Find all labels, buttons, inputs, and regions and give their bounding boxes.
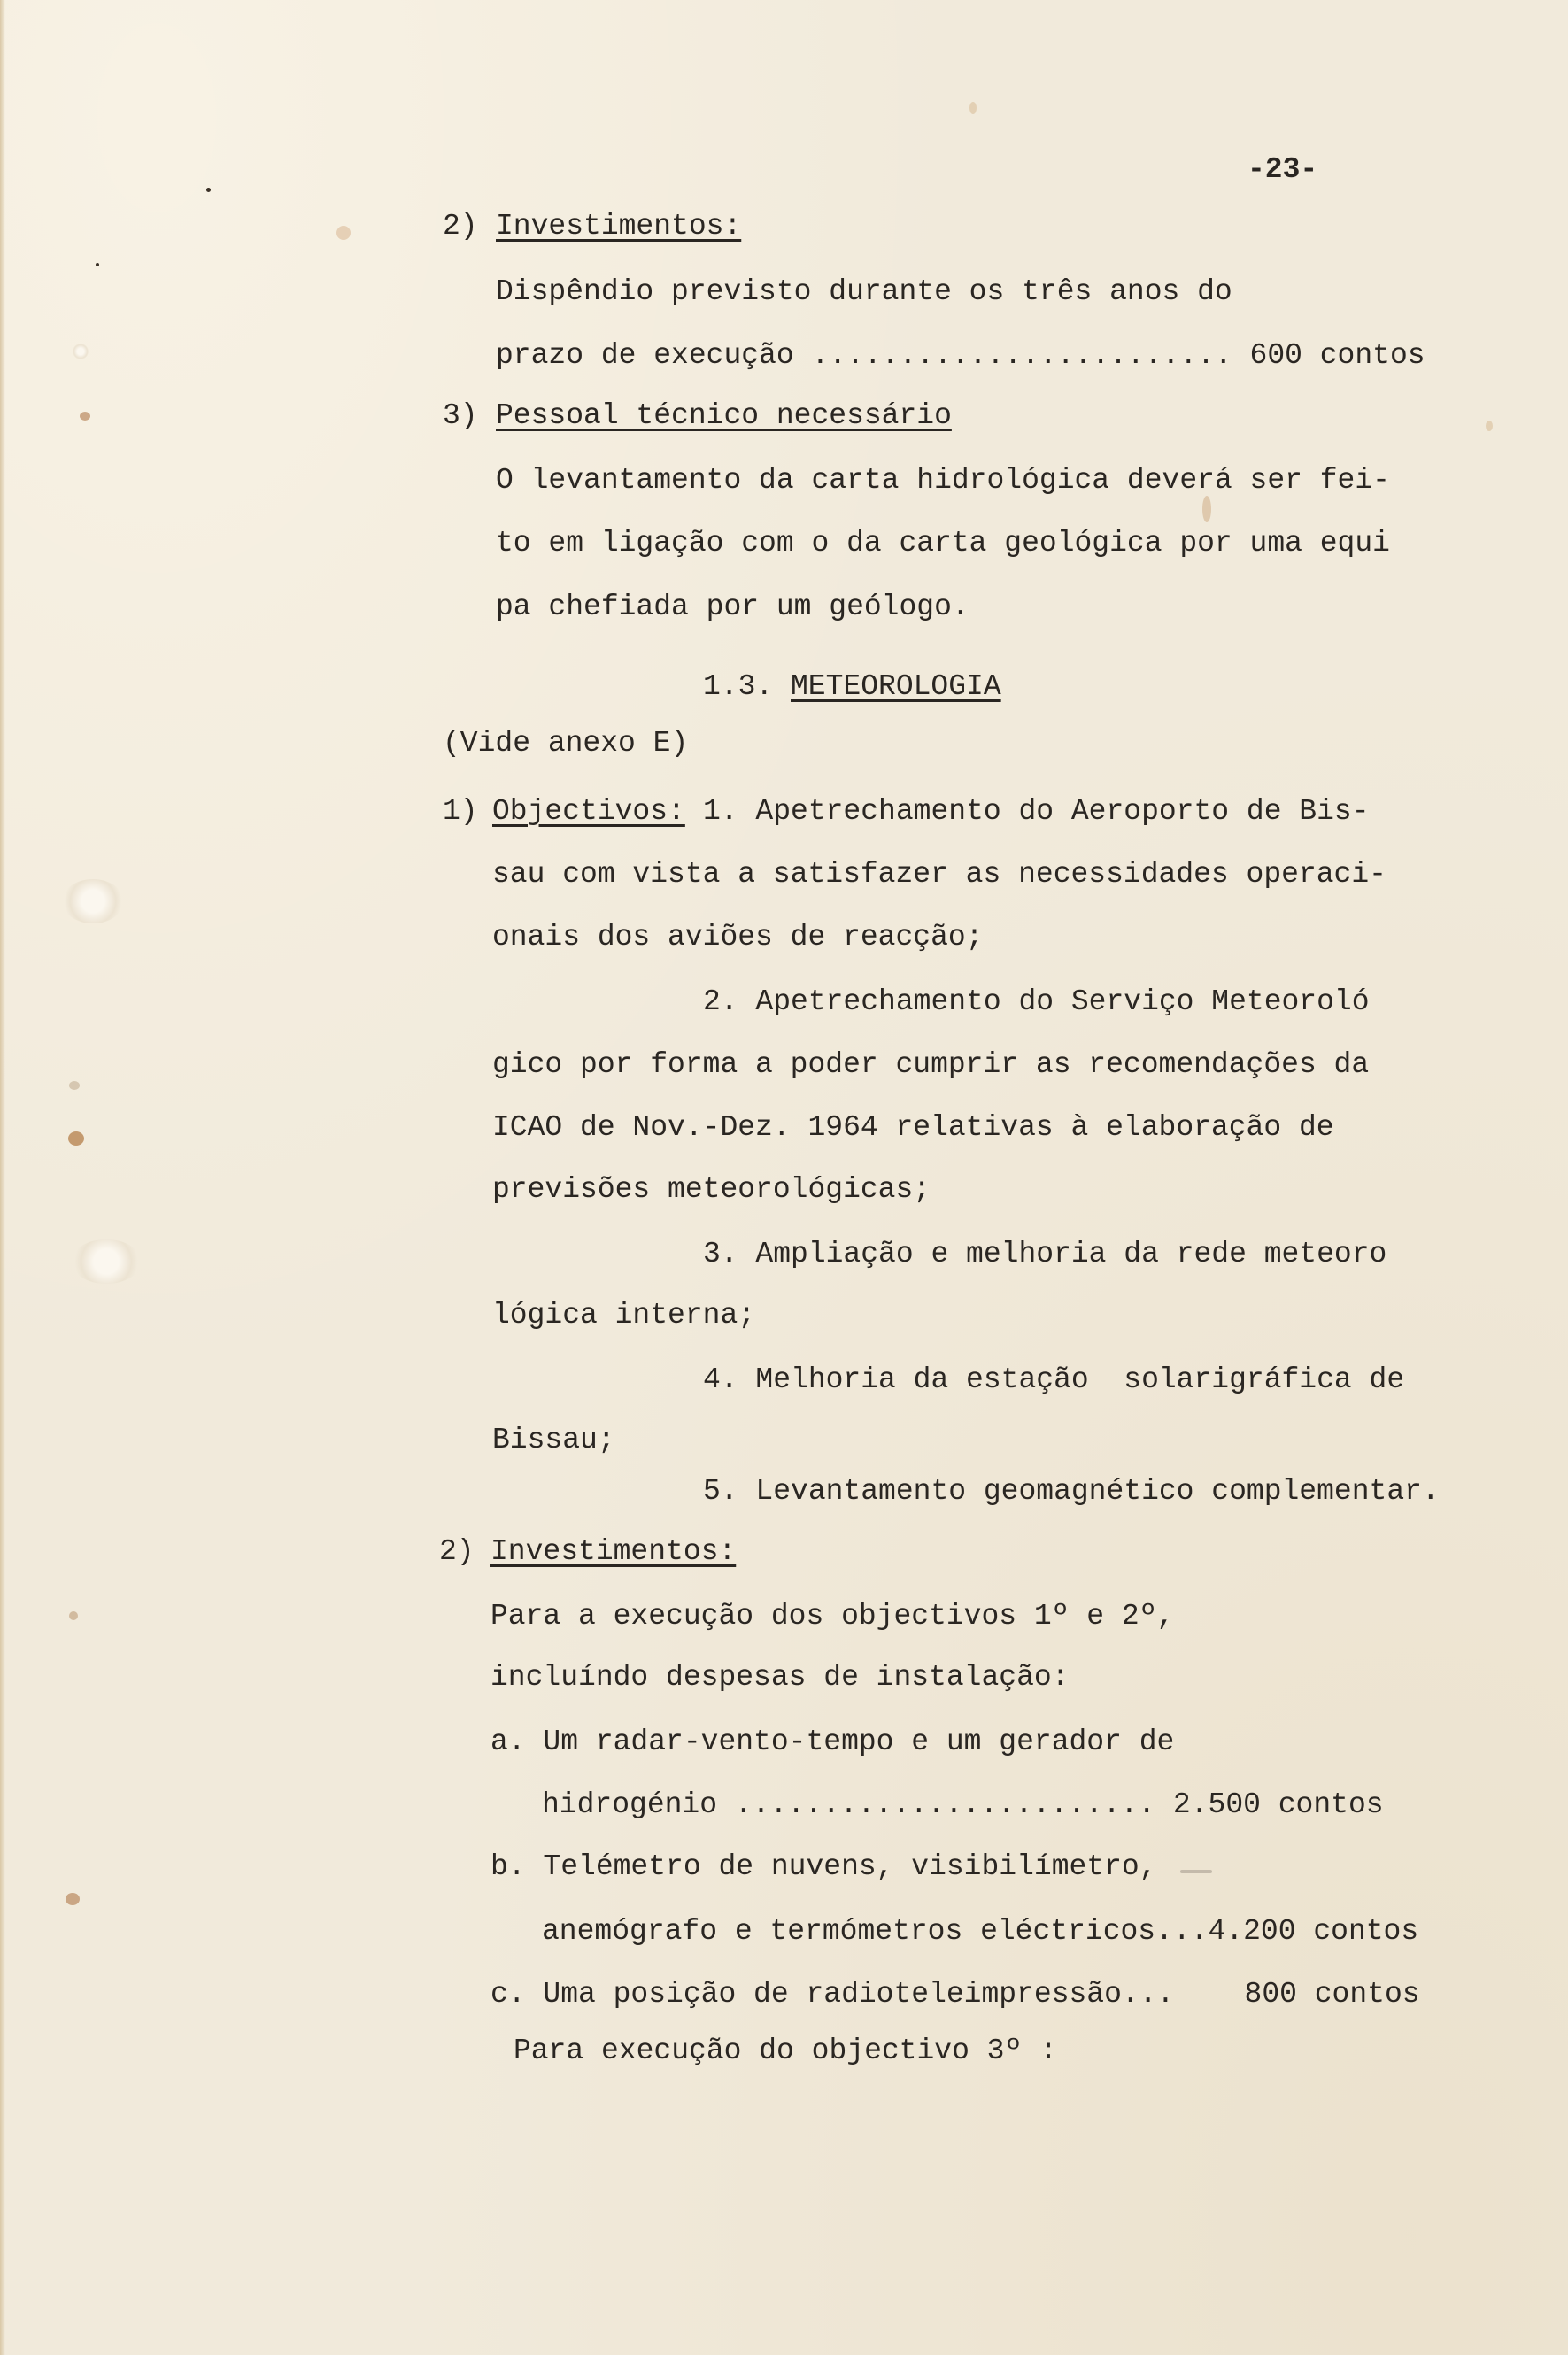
annex-note: (Vide anexo E) [443,727,689,760]
objective-line: 1. Apetrechamento do Aeroporto de Bis- [703,795,1370,828]
paragraph-line: pa chefiada por um geólogo. [496,591,969,623]
ink-speck [206,188,211,192]
stain-spot [336,226,351,240]
section-heading-investimentos: Investimentos: [496,210,742,243]
objective-line: 5. Levantamento geomagnético complementar. [703,1475,1440,1508]
objective-line: lógica interna; [492,1299,756,1332]
objective-line: onais dos aviões de reacção; [492,921,984,954]
stain-spot [1486,421,1493,431]
cost-line: prazo de execução ........................ 600 contos [496,339,1425,372]
paragraph-line: incluíndo despesas de instalação: [490,1661,1070,1694]
cost-entry-line: hidrogénio ........................ 2.500 contos [542,1788,1384,1821]
objective-line: ICAO de Nov.-Dez. 1964 relativas à elaboração de [492,1111,1334,1144]
objective-line: previsões meteorológicas; [492,1173,931,1206]
cost-entry-line: a. Um radar-vento-tempo e um gerador de [490,1726,1175,1758]
objective-line: 4. Melhoria da estação solarigráfica de [703,1363,1405,1396]
stain-spot [1202,496,1211,522]
paragraph-line: Dispêndio previsto durante os três anos do [496,275,1232,308]
section-title: METEOROLOGIA [791,670,1001,703]
punch-hole-mark [73,344,89,359]
rust-spot [69,1611,78,1620]
cost-entry-line: anemógrafo e termómetros eléctricos...4.200 contos [542,1915,1419,1948]
rust-spot [80,412,90,421]
item-number: 1) [443,795,478,828]
rust-spot [69,1081,80,1090]
objective-line: 2. Apetrechamento do Serviço Meteoroló [703,985,1370,1018]
section-number: 1.3. [703,670,774,703]
punch-hole-mark [62,879,124,923]
faint-typed-mark [1180,1870,1212,1873]
section-heading-objectivos: Objectivos: [492,795,685,828]
item-number: 2) [443,210,478,243]
objective-line: 3. Ampliação e melhoria da rede meteoro [703,1238,1387,1270]
stain-spot [969,102,977,114]
objective-line: Bissau; [492,1424,615,1456]
paragraph-line: O levantamento da carta hidrológica deverá ser fei- [496,464,1390,497]
paragraph-line: Para a execução dos objectivos 1º e 2º, [490,1600,1175,1633]
objective-line: sau com vista a satisfazer as necessidades operaci- [492,858,1386,891]
cost-entry-line: b. Telémetro de nuvens, visibilímetro, [490,1850,1157,1883]
section-heading-investimentos-meteo: Investimentos: [490,1535,737,1568]
punch-hole-mark [71,1239,142,1284]
item-number: 3) [443,399,478,432]
rust-spot [66,1893,80,1905]
paper-edge [0,0,5,2355]
rust-spot [68,1131,84,1146]
paragraph-line: Para execução do objectivo 3º : [514,2035,1057,2067]
objective-line: gico por forma a poder cumprir as recomendações da [492,1048,1370,1081]
section-heading-pessoal: Pessoal técnico necessário [496,399,952,432]
ink-speck [96,263,99,266]
page-number: -23- [1247,153,1318,186]
item-number: 2) [439,1535,475,1568]
paragraph-line: to em ligação com o da carta geológica por uma equi [496,527,1390,560]
cost-entry-line: c. Uma posição de radioteleimpressão... 800 contos [490,1978,1420,2011]
